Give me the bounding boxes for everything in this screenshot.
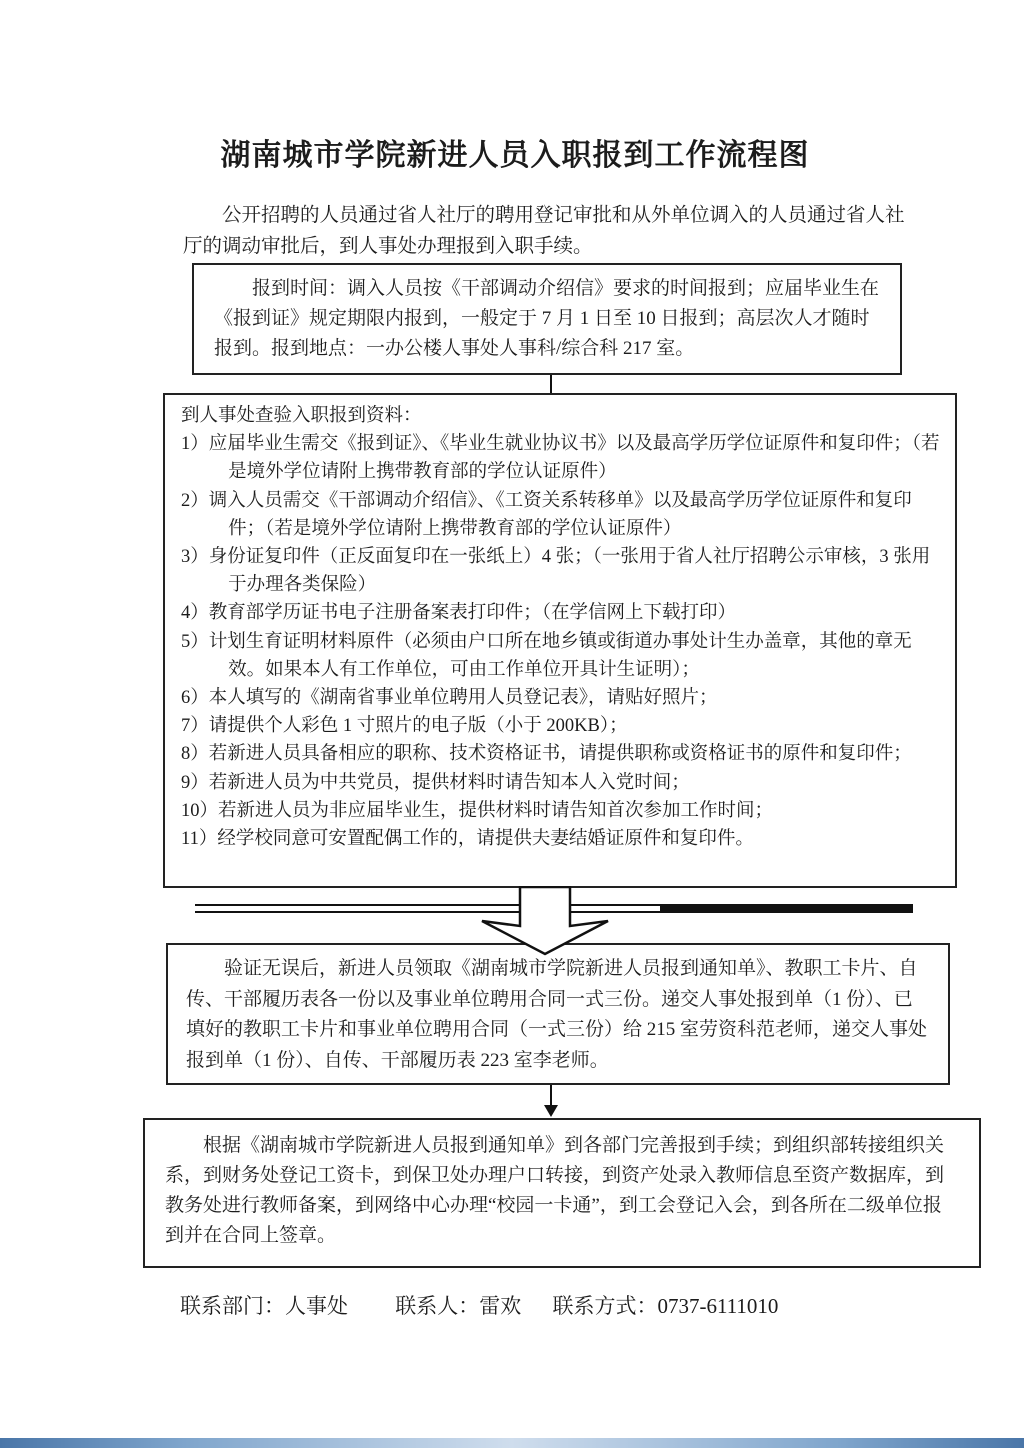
contact-person: 联系人：雷欢: [395, 1294, 522, 1318]
contact-phone: 联系方式：0737-6111010: [552, 1294, 779, 1318]
materials-list-item: 3）身份证复印件（正反面复印在一张纸上）4 张；（一张用于省人社厅招聘公示审核，3 张用于办理各类保险）: [181, 547, 931, 596]
materials-list-item: 6）本人填写的《湖南省事业单位聘用人员登记表》，请贴好照片；: [181, 688, 718, 709]
materials-list-item: 1）应届毕业生需交《报到证》、《毕业生就业协议书》以及最高学历学位证原件和复印件；（若是境外学位请附上携带教育部的学位认证原件）: [181, 434, 940, 483]
materials-list-item: 7）请提供个人彩色 1 寸照片的电子版（小于 200KB）；: [181, 716, 628, 737]
contact-department: 联系部门：人事处: [180, 1294, 348, 1318]
materials-list-item: 11）经学校同意可安置配偶工作的，请提供夫妻结婚证原件和复印件。: [181, 829, 754, 850]
materials-list-item: 5）计划生育证明材料原件（必须由户口所在地乡镇或街道办事处计生办盖章，其他的章无效。如果本人有工作单位，可由工作单位开具计生证明）；: [181, 631, 912, 680]
double-separator-line-thick-segment: [660, 904, 913, 913]
report-time-text: 报到时间：调入人员按《干部调动介绍信》要求的时间报到；应届毕业生在《报到证》规定期限内报到，一般定于 7 月 1 日至 10 日报到；高层次人才随时报到。报到地点：一办公楼人事处人事科/综合科 217 室。: [214, 278, 880, 359]
block-arrow-down-icon: [470, 886, 620, 956]
flow-box-report-time: [192, 263, 902, 375]
materials-list-item: 9）若新进人员为中共党员，提供材料时请告知本人入党时间；: [181, 772, 690, 793]
page-title: 湖南城市学院新进人员入职报到工作流程图: [220, 139, 810, 172]
bottom-decoration-bar: [0, 1438, 1024, 1448]
flow-box-materials: [163, 393, 957, 888]
contact-info: [180, 1290, 940, 1320]
materials-list-item: 4）教育部学历证书电子注册备案表打印件；（在学信网上下载打印）: [181, 603, 737, 624]
connector-line: [550, 1085, 552, 1107]
intro-paragraph: 公开招聘的人员通过省人社厅的聘用登记审批和从外单位调入的人员通过省人社厅的调动审批后，到人事处办理报到入职手续。: [183, 205, 905, 257]
materials-list-item: 8）若新进人员具备相应的职称、技术资格证书，请提供职称或资格证书的原件和复印件；: [181, 744, 912, 765]
arrow-down-icon: [544, 1105, 558, 1117]
flow-box-departments: [143, 1118, 981, 1268]
notice-issue-text: 验证无误后，新进人员领取《湖南城市学院新进人员报到通知单》、教职工卡片、自传、干部履历表各一份以及事业单位聘用合同一式三份。递交人事处报到单（1 份）、已填好的教职工卡片和事业单位聘用合同（一式三份）给 215 室劳资科范老师，递交人事处报到单（1 份）、自传、干部履历表 223 室李老师。: [186, 958, 928, 1071]
materials-heading: 到人事处查验入职报到资料：: [181, 406, 422, 426]
materials-list-item: 10）若新进人员为非应届毕业生，提供材料时请告知首次参加工作时间；: [181, 800, 774, 821]
departments-text: 根据《湖南城市学院新进人员报到通知单》到各部门完善报到手续；到组织部转接组织关系，到财务处登记工资卡，到保卫处办理户口转接，到资产处录入教师信息至资产数据库，到教务处进行教师备案，到网络中心办理“校园一卡通”，到工会登记入会，到各所在二级单位报到并在合同上签章。: [165, 1135, 945, 1246]
flow-box-notice-issue: [166, 943, 950, 1085]
materials-list-item: 2）调入人员需交《干部调动介绍信》、《工资关系转移单》以及最高学历学位证原件和复印件；（若是境外学位请附上携带教育部的学位认证原件）: [181, 490, 912, 539]
